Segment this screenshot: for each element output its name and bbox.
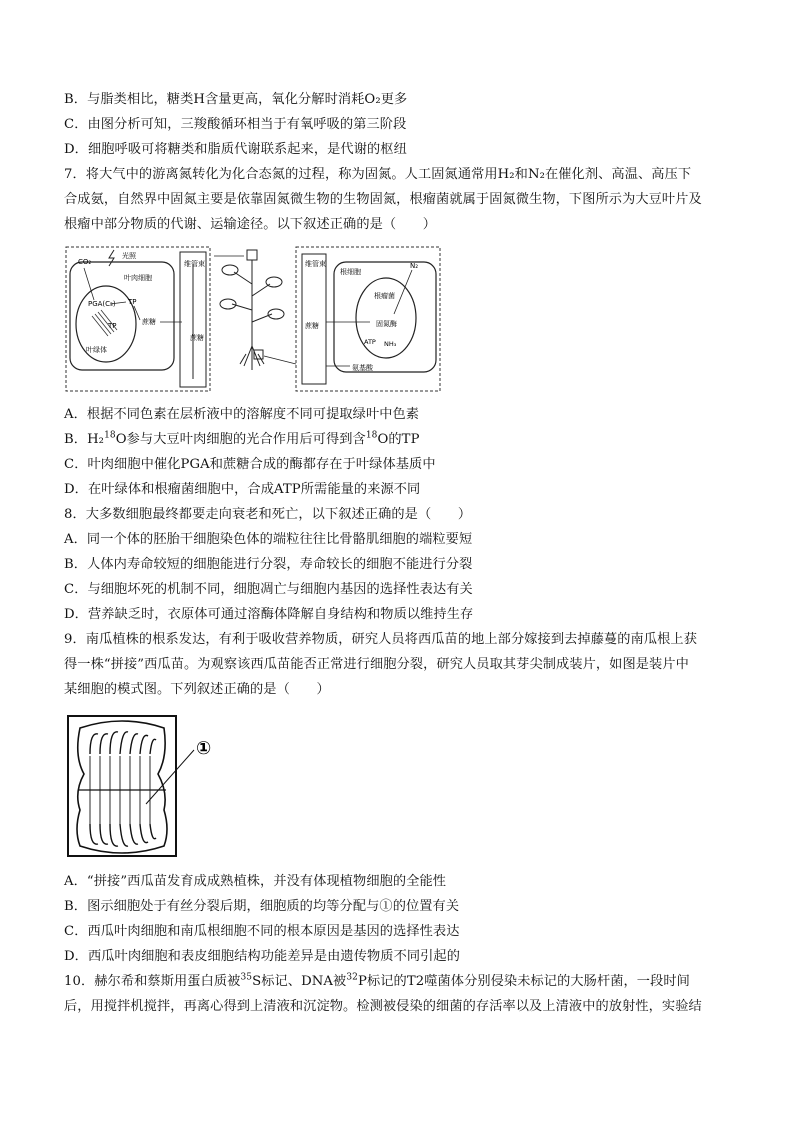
q6-option-b: B．与脂类相比，糖类H含量更高，氧化分解时消耗O₂更多 (64, 92, 408, 107)
q7-option-b (64, 431, 420, 449)
q9-option-a: A．“拼接”西瓜苗发育成成熟植株，并没有体现植物细胞的全能性 (64, 874, 447, 889)
sucrose-inner-label: 蔗糖 (142, 318, 156, 326)
tp-label-2: TP (108, 322, 117, 330)
q8-option-b: B．人体内寿命较短的细胞能进行分裂，寿命较长的细胞不能进行分裂 (64, 557, 473, 572)
anaphase-cell-diagram (66, 714, 246, 860)
pga-label: PGA(C₃) (88, 300, 116, 308)
lower-chromosomes (90, 824, 156, 846)
co2-label: CO₂ (78, 258, 92, 266)
q7-option-d: D．在叶绿体和根瘤菌细胞中，合成ATP所需能量的来源不同 (64, 482, 421, 497)
q7-stem-line-2: 合成氨，自然界中固氮主要是依靠固氮微生物的生物固氮，根瘤菌就属于固氮微生物，下图所示为大豆叶片及 (64, 192, 702, 207)
structure-label-1: ① (196, 738, 212, 759)
q10-stem-line-1 (64, 973, 690, 991)
q7-option-c: C．叶肉细胞中催化PGA和蔗糖合成的酶都存在于叶绿体基质中 (64, 457, 436, 472)
amino-acid-label: 氨基酸 (352, 364, 373, 372)
q10-stem-line-2: 后，用搅拌机搅拌，再离心得到上清液和沉淀物。检测被侵染的细菌的存活率以及上清液中的放射性，实验结 (64, 999, 702, 1014)
q9-option-b: B．图示细胞处于有丝分裂后期，细胞质的均等分配与①的位置有关 (64, 899, 460, 914)
q9-stem-line-3: 某细胞的模式图。下列叙述正确的是（ ） (64, 682, 330, 697)
chloroplast-label: 叶绿体 (86, 346, 107, 354)
vb-right-label: 维管束 (305, 260, 326, 268)
mesophyll-label: 叶肉细胞 (124, 274, 152, 282)
nitrogenase-label: 固氮酶 (376, 320, 397, 328)
q10-l1-sup2: 32 (346, 972, 358, 983)
rhizobium-label: 根瘤菌 (374, 292, 395, 300)
q9-stem-line-2: 得一株“拼接”西瓜苗。为观察该西瓜苗能否正常进行细胞分裂，研究人员取其芽尖制成装片，如图是装片中 (64, 657, 689, 672)
root-cell-label: 根细胞 (340, 268, 361, 276)
n2-label: N₂ (410, 262, 419, 270)
q7-b-pre: B．H₂ (64, 432, 105, 447)
q7-b-sup2: 18 (365, 430, 378, 441)
upper-chromosomes (90, 732, 156, 754)
vb-left-label: 维管束 (184, 260, 205, 268)
q10-l1-mid: S标记、DNA被 (252, 974, 347, 989)
q9-stem-line-1: 9．南瓜植株的根系发达，有利于吸收营养物质，研究人员将西瓜苗的地上部分嫁接到去掉藤蔓的南瓜根上获 (64, 632, 697, 647)
q7-b-sup1: 18 (104, 430, 116, 441)
q7-stem-line-3: 根瘤中部分物质的代谢、运输途径。以下叙述正确的是（ ） (64, 217, 437, 232)
q9-option-c: C．西瓜叶肉细胞和南瓜根细胞不同的根本原因是基因的选择性表达 (64, 924, 460, 939)
atp-label: ATP (364, 338, 376, 346)
q6-option-d: D．细胞呼吸可将糖类和脂质代谢联系起来，是代谢的枢纽 (64, 142, 407, 157)
nh3-label: NH₃ (384, 340, 397, 348)
vascular-bundle-right (302, 254, 326, 384)
sucrose-right-label: 蔗糖 (305, 322, 319, 330)
light-label: 光照 (122, 252, 136, 260)
q8-option-d: D．营养缺乏时，衣原体可通过溶酶体降解自身结构和物质以维持生存 (64, 607, 474, 622)
q10-l1-sup1: 35 (240, 972, 253, 983)
q8-option-a: A．同一个体的胚胎干细胞染色体的端粒往往比骨骼肌细胞的端粒要短 (64, 532, 473, 547)
q7-stem-line-1: 7．将大气中的游离氮转化为化合态氮的过程，称为固氮。人工固氮通常用H₂和N₂在催化剂、高温、高压下 (64, 167, 692, 182)
q7-option-a: A．根据不同色素在层析液中的溶解度不同可提取绿叶中色素 (64, 407, 420, 422)
sucrose-vb-label: 蔗糖 (190, 334, 204, 342)
soybean-metabolism-diagram (64, 244, 444, 394)
q6-option-c: C．由图分析可知，三羧酸循环相当于有氧呼吸的第三阶段 (64, 117, 407, 132)
soybean-plant-icon (214, 250, 296, 370)
q10-l1-post: P标记的T2噬菌体分别侵染未标记的大肠杆菌，一段时间 (357, 974, 690, 989)
tp-label-1: TP (128, 298, 137, 306)
q8-stem: 8．大多数细胞最终都要走向衰老和死亡，以下叙述正确的是（ ） (64, 507, 472, 522)
lightning-icon (109, 250, 114, 266)
q7-b-post: O的TP (377, 432, 420, 447)
q10-l1-pre: 10．赫尔希和蔡斯用蛋白质被 (64, 974, 241, 989)
q8-option-c: C．与细胞坏死的机制不同，细胞凋亡与细胞内基因的选择性表达有关 (64, 582, 473, 597)
leaf-box (66, 247, 210, 391)
co2-arrow (84, 268, 94, 300)
q7-b-mid: O参与大豆叶肉细胞的光合作用后可得到含 (115, 432, 366, 447)
q9-option-d: D．西瓜叶肉细胞和表皮细胞结构功能差异是由遗传物质不同引起的 (64, 949, 461, 964)
label-pointer-line (146, 750, 194, 804)
